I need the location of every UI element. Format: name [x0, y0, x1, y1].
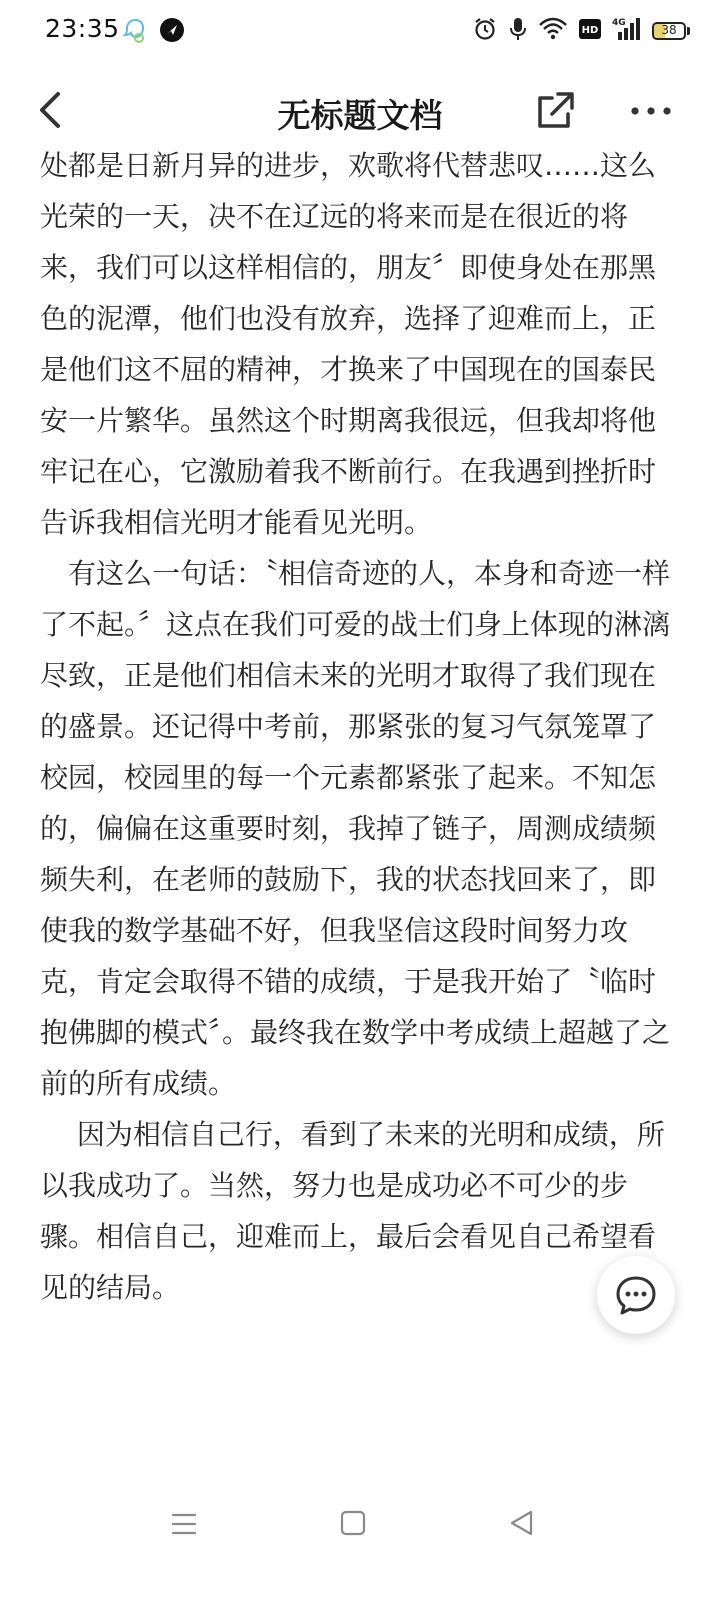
app-header [0, 72, 720, 148]
more-dots-icon [628, 94, 674, 128]
share-external-icon [534, 90, 576, 132]
app-notification-icon [158, 16, 186, 48]
comment-button[interactable] [597, 1256, 675, 1334]
alarm-icon [472, 16, 498, 46]
system-back-button[interactable] [506, 1508, 536, 1542]
status-time: 23:35 [45, 14, 120, 43]
battery-level: 38 [661, 23, 677, 37]
home-button[interactable] [338, 1508, 368, 1542]
menu-lines-icon [170, 1510, 198, 1538]
document-paragraph: 因为相信自己行，看到了未来的光明和成绩，所以我成功了。当然，努力也是成功必不可少的步骤。相信自己，迎难而上，最后会看见自己希望看见的结局。 [40, 1118, 665, 1304]
status-bar [0, 0, 720, 64]
status-right-icons [472, 16, 690, 46]
square-home-icon [338, 1508, 368, 1538]
svg-text:4G: 4G [612, 18, 626, 28]
status-left-icons [122, 16, 186, 48]
share-button[interactable] [534, 90, 576, 132]
svg-text:HD: HD [581, 25, 599, 36]
battery-icon [652, 22, 690, 40]
document-body[interactable] [40, 140, 670, 1340]
assistant-icon [122, 16, 148, 48]
system-navigation-bar [0, 1490, 720, 1560]
document-paragraph: 处都是日新月异的进步，欢歌将代替悲叹……这么光荣的一天，决不在辽远的将来而是在很近的将来，我们可以这样相信的，朋友〞即使身处在那黑色的泥潭，他们也没有放弃，选择了迎难而上，正是他们这不屈的精神，才换来了中国现在的国泰民安一片繁华。虽然这个时期离我很远，但我却将他牢记在心，它激励着我不断前行。在我遇到挫折时告诉我相信光明才能看见光明。 [40, 149, 657, 539]
wifi-icon [538, 17, 568, 45]
triangle-back-icon [506, 1508, 536, 1538]
document-paragraph: 有这么一句话：〝相信奇迹的人，本身和奇迹一样了不起。〞这点在我们可爱的战士们身上体现的淋漓尽致，正是他们相信未来的光明才取得了我们现在的盛景。还记得中考前，那紧张的复习气氛笼罩了校园，校园里的每一个元素都紧张了起来。不知怎的，偏偏在这重要时刻，我掉了链子，周测成绩频频失利，在老师的鼓励下，我的状态找回来了，即使我的数学基础不好，但我坚信这段时间努力攻克，肯定会取得不错的成绩，于是我开始了〝临时抱佛脚的模式〞。最终我在数学中考成绩上超越了之前的所有成绩。 [40, 557, 670, 1100]
recent-apps-button[interactable] [170, 1510, 198, 1542]
hd-voice-icon [578, 18, 602, 44]
page-title: 无标题文档 [277, 96, 443, 135]
cellular-signal-icon [612, 16, 642, 46]
more-options-button[interactable] [628, 94, 674, 128]
microphone-icon [508, 16, 528, 46]
comment-bubble-icon [615, 1275, 657, 1315]
